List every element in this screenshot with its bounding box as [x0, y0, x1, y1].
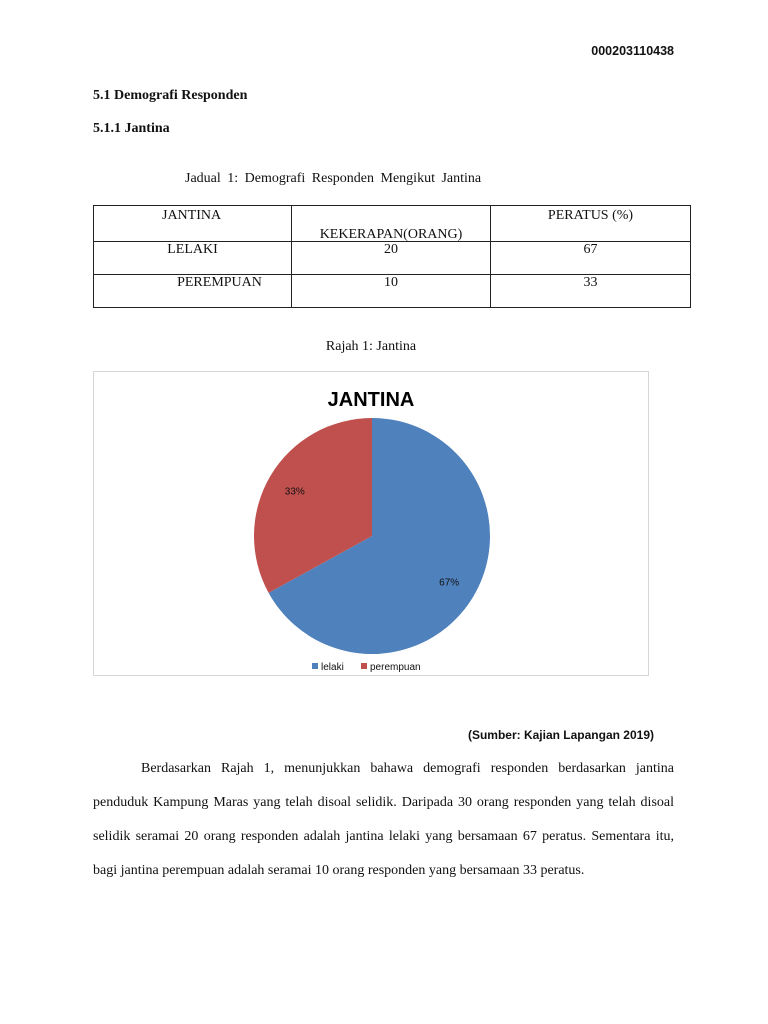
table-caption: Jadual 1: Demografi Responden Mengikut Jantina: [185, 171, 482, 186]
table-header-label: KEKERAPAN(ORANG): [319, 227, 463, 242]
paragraph-text: Berdasarkan Rajah 1, menunjukkan bahawa demografi responden berdasarkan jantina penduduk Kampung Maras yang telah disoal selidik. Daripada 30 orang responden yang telah disoal selidik seramai 20 orang responden adalah jantina lelaki yang bersamaan 67 peratus. Sementara itu, bagi jantina perempuan adalah seramai 10 orang responden yang bersamaan 33 peratus.: [93, 761, 674, 878]
table-cell: 10: [292, 275, 491, 308]
legend-label: lelaki: [321, 662, 344, 673]
document-id: 000203110438: [591, 44, 674, 58]
table-cell: LELAKI: [94, 242, 292, 275]
pie-chart-frame: [93, 371, 649, 676]
body-paragraph: [93, 752, 674, 888]
table-cell: 20: [292, 242, 491, 275]
legend-label: perempuan: [370, 662, 421, 673]
demographics-table: [93, 205, 691, 308]
table-header-row: [94, 206, 691, 242]
table-row: [94, 242, 691, 275]
table-row: [94, 275, 691, 308]
chart-title: JANTINA: [327, 389, 415, 411]
table-header-cell: [292, 206, 491, 242]
source-note: (Sumber: Kajian Lapangan 2019): [467, 728, 654, 742]
slice-data-label: 33%: [284, 486, 305, 498]
section-heading: 5.1 Demografi Responden: [93, 88, 248, 103]
table-cell: 33: [491, 275, 691, 308]
figure-caption: Rajah 1: Jantina: [325, 339, 417, 354]
table-cell: 67: [491, 242, 691, 275]
table-cell: PEREMPUAN: [94, 275, 292, 308]
table-header-cell: JANTINA: [94, 206, 292, 242]
legend-swatch: [312, 663, 318, 669]
slice-data-label: 67%: [439, 577, 460, 589]
legend-swatch: [361, 663, 367, 669]
table-header-cell: PERATUS (%): [491, 206, 691, 242]
subsection-heading: 5.1.1 Jantina: [93, 121, 170, 136]
pie-chart: [94, 372, 650, 677]
